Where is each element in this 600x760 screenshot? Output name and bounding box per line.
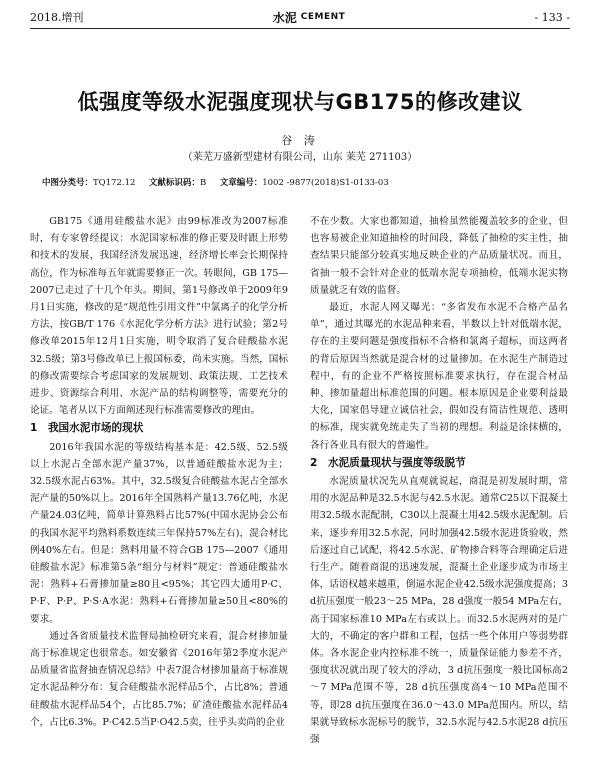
article-title: 低强度等级水泥强度现状与GB175的修改建议 xyxy=(77,90,523,114)
article-no-label: 文章编号： xyxy=(219,178,263,188)
journal-name-en: CEMENT xyxy=(300,12,346,22)
left-column xyxy=(30,213,288,731)
author-affiliation: （莱芜万盛新型建材有限公司，山东 莱芜 271103） xyxy=(182,152,418,163)
section-1-paragraph-1: 2016年我国水泥的等级结构基本是：42.5级、52.5级以上水泥占全部水泥产量37%，以普通硅酸盐水泥为主；32.5级水泥占63%。其中，32.5级复合硅酸盐水泥占全部水泥产量的50%以上。2016年全国熟料产量13.76亿吨，水泥产量24.03亿吨，简单计算熟料占比57%(中国水泥协会公布的我国水泥平均熟料系数连续三年保持57%左右)，混合材比例40%左右。但是：熟料用量不符合GB 175—2007《通用硅酸盐水泥》标准第5条“组分与材料”规定：普通硅酸盐水泥：熟料+石膏掺加量≥80且<95%；其它四大通用P·C、P·F、P·P、P·S·A水泥：熟料+石膏掺加量≥50且<80%的要求。 xyxy=(30,441,288,625)
journal-name-cn: 水泥 xyxy=(272,10,297,25)
classification-line xyxy=(42,176,580,188)
clc-label: 中图分类号： xyxy=(42,178,94,188)
page-number: - 133 - xyxy=(534,10,570,24)
journal-logo xyxy=(273,9,346,26)
section-1-paragraph-3: 最近，水泥人网又曝光：“多省发布水泥不合格产品名单”，通过其曝光的水泥品种来看，半数以上针对低端水泥，存在的主要问题是强度指标不合格和氯离子超标，而这两者的背后原因当然就是混合材的过量掺加。在水泥生产制造过程中，有的企业不严格按照标准要求执行，存在混合材品种、掺加量超出标准范围的问题。根本原因是企业要利益最大化，国家倡导建立诚信社会，假如没有简洁性规范、透明的标准，现实就免统走失了当初的理想。利益是涂抹横的，各行各业具有很大的普遍性。 xyxy=(310,302,568,451)
intro-paragraph: GB175《通用硅酸盐水泥》由99标准改为2007标准时，有专家曾经提议：水泥国家标准的修正要及时跟上形势和技术的发展，我国经济发展迅速，经济增长率会长期保持高位，作为标准每五年就需要修正一次。转眼间，GB 175—2007已走过了十几个年头。期间，第1号修改单于2009年9月1日实施，修改的是“规范性引用文件”中氯离子的化学分析方法，按GB/T 176《水泥化学分析方法》进行试验；第2号修改单2015年12月1日实施，明令取消了复合硅酸盐水泥32.5级；第3号修改单已上报国标委，尚未实施。当然，国标的修改需要综合考虑国家的发展规划、政策法规、工艺技术进步、资源综合利用、水泥产品的结构调整等，需要充分的论证。笔者从以下方面阐述现行标准需要修改的理由。 xyxy=(30,216,288,417)
doc-code-label: 文献标识码： xyxy=(148,178,200,188)
continued-paragraph: 不在少数。大家也都知道，抽检虽然能覆盖较多的企业，但也容易被企业知道抽检的时间段，降低了抽检的实主性，抽查结果只能部分较真实地反映企业的产品质量状况。而且，省抽一般不会针对企业的低端水泥专项抽检，低端水泥实物质量就乏有效的监督。 xyxy=(310,216,568,296)
doc-code-value: B xyxy=(199,178,207,188)
issue-label: 2018.增刊 xyxy=(30,11,84,24)
section-2-paragraph-1: 水泥质量状况先从直观就说起，商混是初发展时期，常用的水泥品种是32.5水泥与42.5水泥。通常C25以下混凝土用32.5级水泥配制，C30以上混凝土用42.5级水泥配制。后来，逐步弃用32.5水泥，同时加强42.5级水泥进货验收，然后逐过自己试配，将42.5水泥、矿物掺合料等合理确定后进行生产。随着商混的迅速发展，混凝土企业逐步成为市场主体，话语权越来越重，倒逼水泥企业42.5级水泥强度提高；3 d抗压强度一般23～25 MPa，28 d强度一般54 MPa左右，高于国家标准10 MPa左右或以上。而32.5水泥两对的是广大的，不确定的客户群和工程，包括一些个体用户等弱势群体。各水泥企业内控标准不统一，质量保证能力参差不齐，强度状况就出现了较大的浮动，3 d抗压强度一般比国标高2～7 MPa范围不等，28 d抗压强度高4～10 MPa范围不等，即28 d抗压强度在36.0～43.0 MPa范围内。所以，结果就导致标水泥标号的脱节，32.5水泥与42.5水泥28 d抗压强 xyxy=(310,476,568,746)
section-2-heading: 2 水泥质量现状与强度等级脱节 xyxy=(310,456,466,469)
clc-value: TQ172.12 xyxy=(93,178,136,188)
article-no-value: 1002 -9877(2018)S1-0133-03 xyxy=(262,178,389,188)
section-1-paragraph-2: 通过各省质量技术监督局抽检研究来看，混合材掺加量高于标准规定也很常态。如安徽省《2016年第2季度水泥产品质量省监督抽查情况总结》中表7混合材掺加量高于标准规定水泥品种分布：复合硅酸盐水泥样品5个，占比8%；普通硅酸盐水泥样品54个，占比85.7%；矿渣硅酸盐水泥样品4个，占比6.3%。P·C42.5当P·O42.5卖，往乎头卖尚的企业 xyxy=(30,630,288,728)
author-name: 谷 涛 xyxy=(281,134,319,147)
right-column xyxy=(310,213,568,748)
running-header xyxy=(30,6,570,29)
section-1-heading: 1 我国水泥市场的现状 xyxy=(30,422,144,435)
